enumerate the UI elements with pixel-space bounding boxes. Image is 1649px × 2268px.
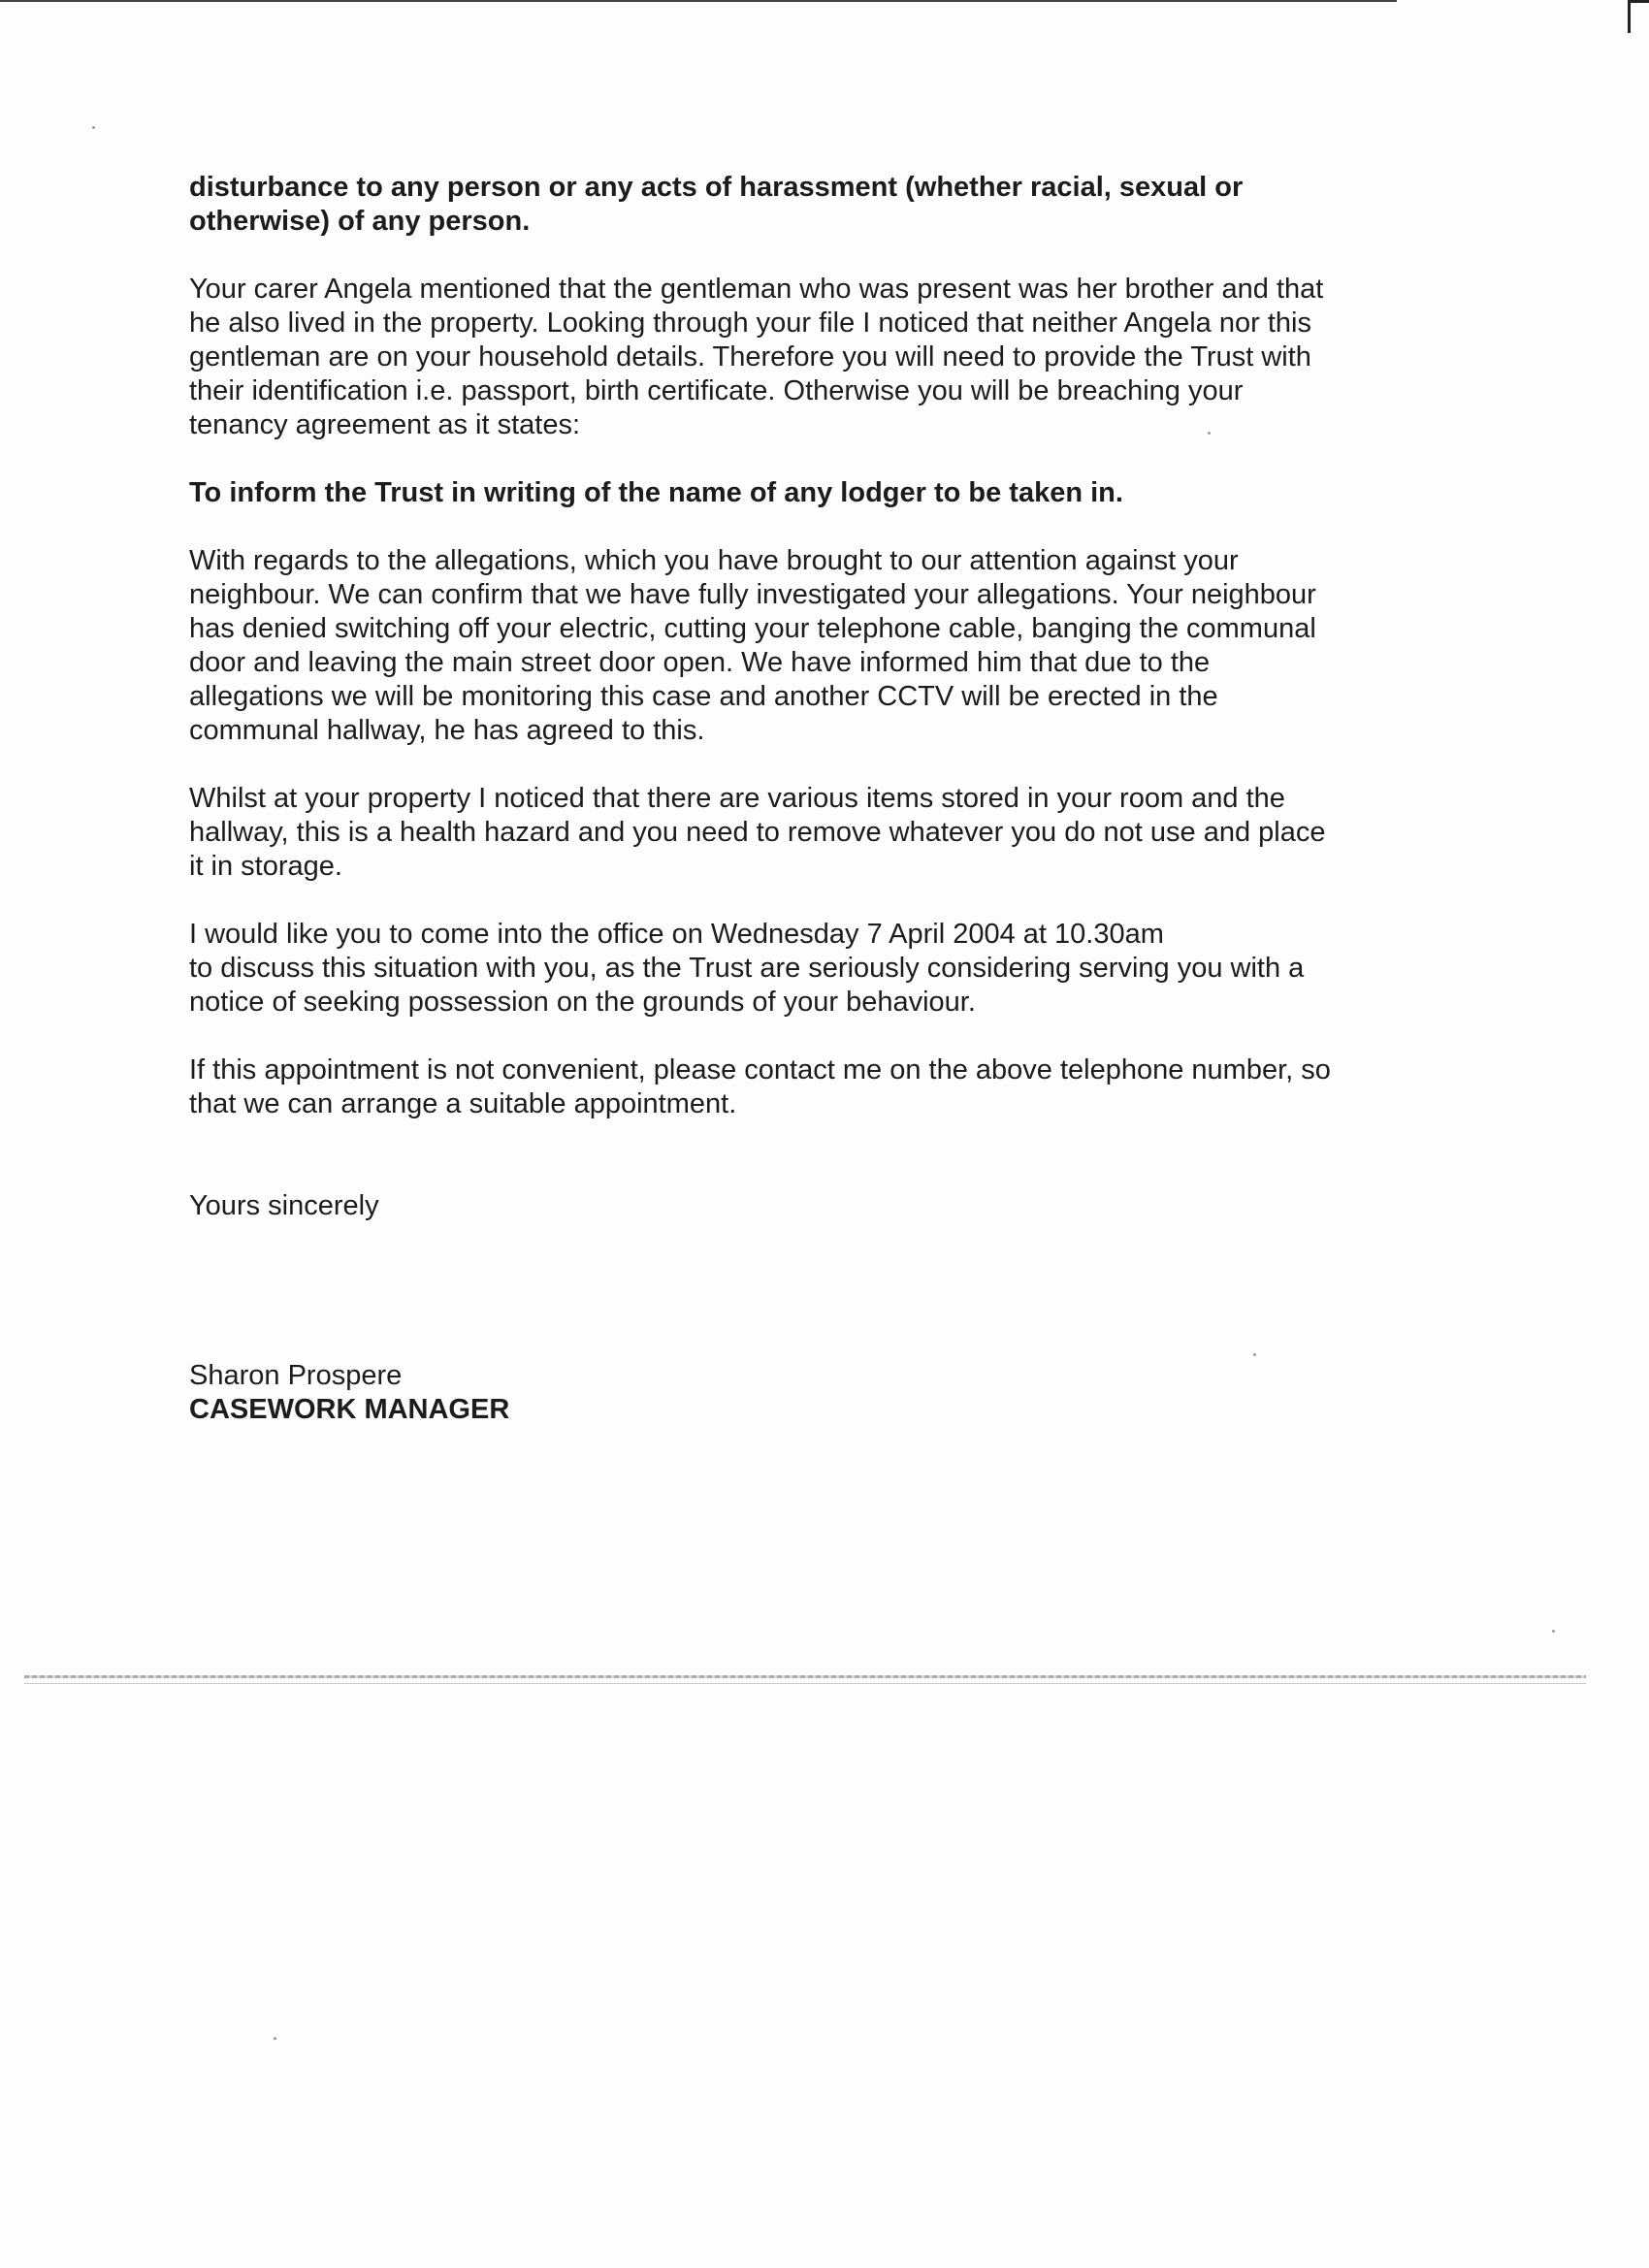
signatory-name: Sharon Prospere [189,1360,403,1391]
scan-speck [1208,432,1211,435]
paragraph-health-hazard: Whilst at your property I noticed that there are various items stored in your room and the hallway, this is a health hazard and you need to remove whatever you do not use and place it in storage. [189,783,1326,882]
paragraph-tenancy-clause: disturbance to any person or any acts of harassment (whether racial, sexual or otherwise) of any person. [189,172,1244,237]
scan-line-faint [24,1683,1586,1684]
corner-mark [1628,0,1649,33]
scan-speck [1552,1630,1555,1633]
top-rule [0,0,1397,2]
signatory-title: CASEWORK MANAGER [189,1394,510,1425]
paragraph-contact: If this appointment is not convenient, please contact me on the above telephone number, so that we can arrange a suitable appointment. [189,1054,1331,1119]
paragraph-appointment: I would like you to come into the office on Wednesday 7 April 2004 at 10.30am to discuss this situation with you, as the Trust are seriously considering serving you with a notice of seeking possession on the grounds of your behaviour. [189,919,1305,1018]
paragraph-allegations: With regards to the allegations, which you have brought to our attention against your neighbour. We can confirm that we have fully investigated your allegations. Your neighbour has denied switching off your electric, cutting your telephone cable, banging the communal door and leaving the main street door open. We have informed him that due to the allegations we will be monitoring this case and another CCTV will be erected in the communal hallway, he has agreed to this. [189,545,1316,746]
scan-speck [1253,1353,1256,1356]
scan-speck [274,2037,276,2040]
paragraph-household-details: Your carer Angela mentioned that the gentleman who was present was her brother and that he also lived in the property. Looking through your file I noticed that neither Angela nor this gentleman are on your household details. Therefore you will need to provide the Trust with their identification i.e. passport, birth certificate. Otherwise you will be breaching your tenancy agreement as it states: [189,274,1324,440]
paragraph-lodger-clause: To inform the Trust in writing of the name of any lodger to be taken in. [189,477,1123,508]
closing: Yours sincerely [189,1190,379,1221]
scan-line [24,1675,1586,1678]
scan-speck [92,126,95,129]
letter-body [189,171,1426,1427]
